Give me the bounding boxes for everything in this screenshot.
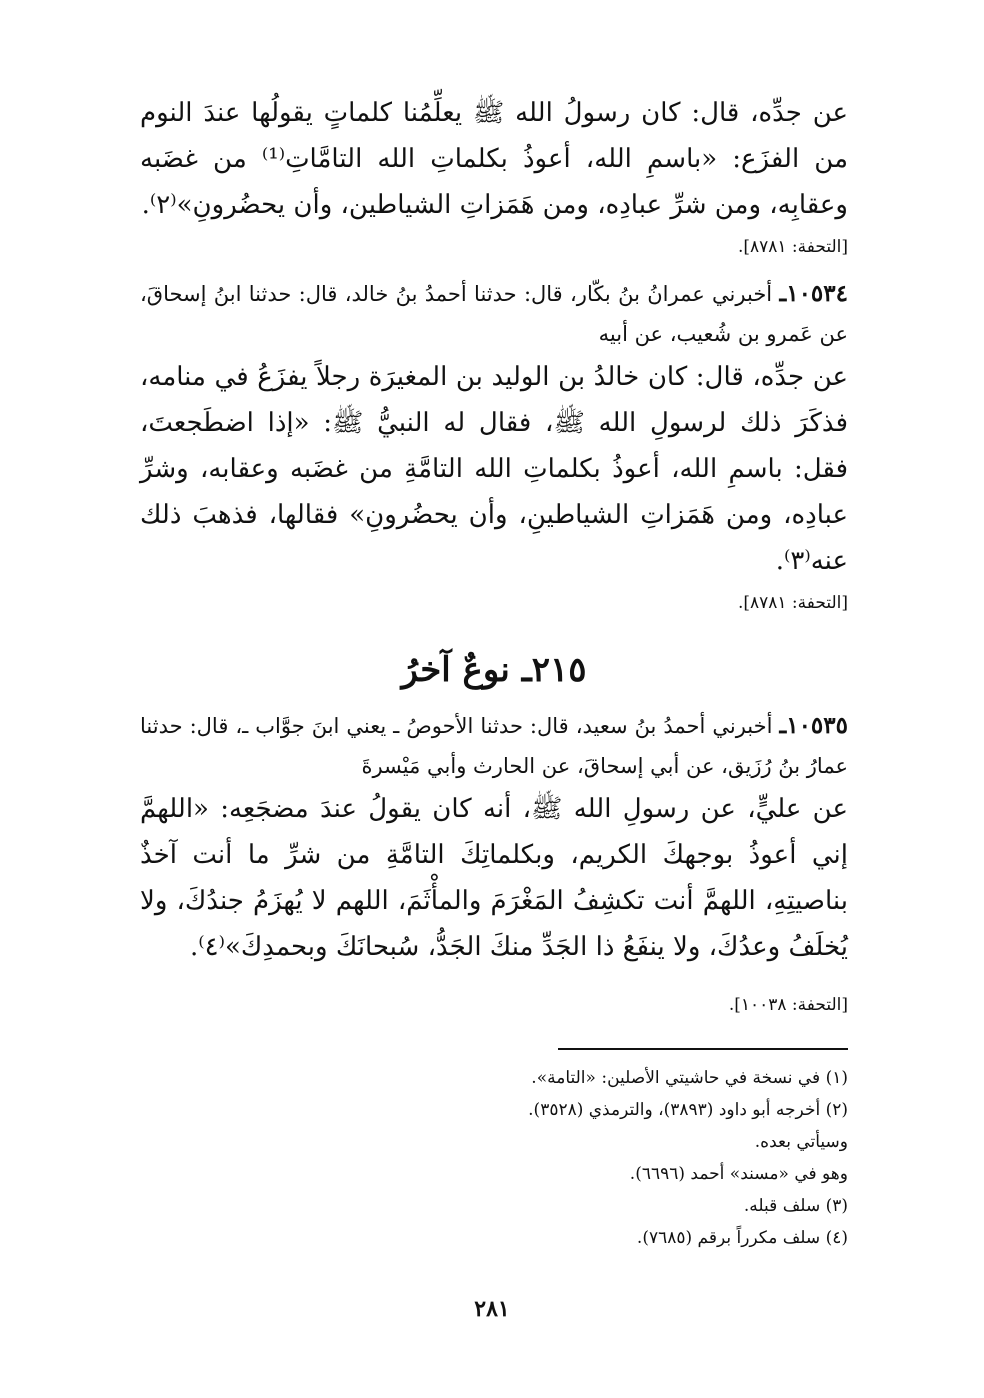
hadith-chain: أخبرني أحمدُ بنُ سعيد، قال: حدثنا الأحوصُ ـ يعني ابنَ جوَّاب ـ، قال: حدثنا عمارُ بنُ رُزَيق، عن أبي إسحاقَ، عن الحارث وأبي مَيْسرةَ (140, 714, 848, 778)
hadith-text-paragraph: عن عليٍّ، عن رسولِ الله ﷺ، أنه كان يقولُ عندَ مضجَعِه: «اللهمَّ إني أعوذُ بوجهكَ الكريم، وبكلماتِكَ التامَّةِ من شرِّ ما أنت آخذٌ بناصيتِهِ، اللهمَّ أنت تكشِفُ المَغْرَمَ والمأْثَمَ، اللهم لا يُهزَمُ جندُكَ، ولا يُخلَفُ وعدُكَ، ولا ينفَعُ ذا الجَدِّ منكَ الجَدُّ، سُبحانَكَ وبحمدِكَ»⁽٤⁾. (140, 794, 848, 962)
section-heading: ٢١٥ـ نوعٌ آخرُ (401, 650, 587, 690)
hadith-isnad-10534 (140, 274, 848, 354)
footnote-line: (٤) سلف مكرراً برقم (٧٦٨٥). (636, 1228, 848, 1248)
hadith-number: ١٠٥٣٥ـ (779, 712, 848, 739)
tuhfa-reference: [التحفة: ١٠٠٣٨]. (728, 995, 848, 1015)
hadith-text-paragraph: عن جدِّه، قال: كان خالدُ بن الوليد بن المغيرَة رجلاً يفزَعُ في منامه، فذكَرَ ذلك لرسولِ الله ﷺ، فقال له النبيُّ ﷺ: «إذا اضطَجعتَ، فقل: باسمِ الله، أعوذُ بكلماتِ الله التامَّةِ من غضَبه وعقابه، وشرِّ عبادِه، ومن هَمَزاتِ الشياطينِ، وأن يحضُرونِ» فقالها، فذهبَ ذلك عنه⁽٣⁾. (140, 362, 848, 576)
page-number: ٢٨١ (474, 1296, 510, 1322)
hadith-chain: أخبرني عمرانُ بنُ بكّار، قال: حدثنا أحمدُ بنُ خالد، قال: حدثنا ابنُ إسحاقَ، عن عَمرو بن شُعيب، عن أبيه (140, 282, 848, 346)
footnote-line: وسيأتي بعده. (754, 1132, 848, 1152)
hadith-text-paragraph: عن جدِّه، قال: كان رسولُ الله ﷺ يعلِّمُنا كلماتٍ يقولُها عندَ النوم من الفزَع: «باسمِ الله، أعوذُ بكلماتِ الله التامَّاتِ⁽¹⁾ من غضَبه وعقابِه، ومن شرِّ عبادِه، ومن هَمَزاتِ الشياطين، وأن يحضُرونِ»⁽٢⁾. (140, 98, 849, 220)
footnote-line: (٣) سلف قبله. (743, 1196, 848, 1216)
hadith-number: ١٠٥٣٤ـ (779, 280, 848, 307)
page-body (140, 90, 848, 1254)
footnote-line: (١) في نسخة في حاشيتي الأصلين: «التامة». (531, 1068, 848, 1088)
tuhfa-reference: [التحفة: ٨٧٨١]. (737, 237, 848, 257)
footnote-divider (558, 1048, 848, 1050)
footnote-line: وهو في «مسند» أحمد (٦٦٩٦). (629, 1164, 848, 1184)
tuhfa-reference: [التحفة: ٨٧٨١]. (737, 593, 848, 613)
footnote-line: (٢) أخرجه أبو داود (٣٨٩٣)، والترمذي (٣٥٢٨). (528, 1100, 848, 1120)
hadith-isnad-10535 (140, 706, 848, 786)
footnotes (140, 1062, 848, 1254)
